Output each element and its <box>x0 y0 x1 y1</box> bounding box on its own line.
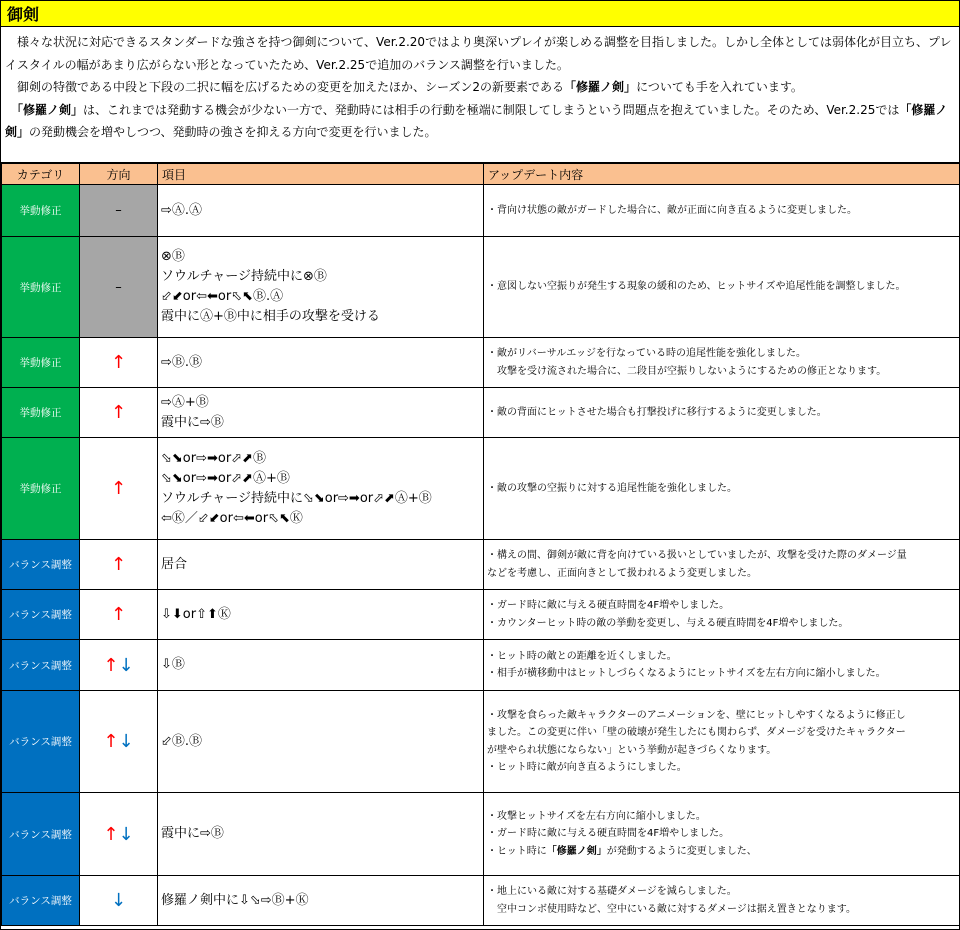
item-line: ⊗Ⓑ <box>161 249 185 264</box>
item-line: 霞中にⒶ+Ⓑ中に相手の攻撃を受ける <box>161 309 380 324</box>
item-line: 修羅ノ剣中に⇩⬂⇨Ⓑ+Ⓚ <box>161 892 309 908</box>
update-line: ・ヒット時の敵との距離を近くしました。 <box>487 650 677 662</box>
page-title-text: 御剣 <box>7 5 40 24</box>
item-line: ⇦Ⓚ／⬃⬋or⇦⬅or⬁⬉Ⓚ <box>161 510 303 526</box>
update-line: ました。この変更に伴い「壁の破壊が発生したにも関わらず、ダメージを受けたキャラクター <box>487 727 906 738</box>
update-line: ・相手が横移動中はヒットしづらくなるようにヒットサイズを左右方向に縮小しました。 <box>487 668 886 679</box>
down-arrow-icon: ↓ <box>118 823 134 845</box>
update-table <box>1 163 960 926</box>
update-cell <box>484 388 960 438</box>
intro-paragraph: 「修羅ノ剣」は、これまでは発動する機会が少ない一方で、発動時には相手の行動を極端に制限してしまうという問題点を抱えていました。そのため、Ver.2.25では「修羅ノ剣」の発動機会を増やしつつ、発動時の強さを抑える方向で変更を行いました。 <box>5 102 948 139</box>
item-line: ソウルチャージ持続中に⬂⬊or⇨➡or⬀⬈Ⓐ+Ⓑ <box>161 490 432 506</box>
header-direction: 方向 <box>80 164 158 185</box>
up-arrow-icon: ↑ <box>110 478 127 499</box>
down-arrow-icon: ↓ <box>118 731 134 752</box>
item-cell <box>158 640 484 691</box>
update-line: 攻撃を受け流された場合に、二段目が空振りしないようにするための修正となります。 <box>487 365 887 377</box>
update-line: が壁やられ状態にならない」という挙動が起きづらくなります。 <box>487 744 777 756</box>
item-line: ⇩Ⓑ <box>161 657 185 672</box>
category-cell: バランス調整 <box>2 540 80 590</box>
update-cell <box>484 640 960 691</box>
table-row <box>2 540 960 590</box>
header-item: 項目 <box>158 164 484 185</box>
direction-cell <box>80 540 158 590</box>
update-cell <box>484 185 960 237</box>
update-cell <box>484 237 960 338</box>
direction-cell <box>80 876 158 926</box>
up-arrow-icon: ↑ <box>110 352 127 373</box>
item-line: ⇨Ⓐ.Ⓐ <box>161 202 203 218</box>
no-direction-mark: – <box>115 203 122 218</box>
item-line: ⬃Ⓑ.Ⓑ <box>161 733 203 749</box>
update-line: ・敵の背面にヒットさせた場合も打撃投げに移行するように変更しました。 <box>487 406 827 418</box>
category-cell: バランス調整 <box>2 640 80 691</box>
up-arrow-icon: ↑ <box>103 731 119 752</box>
direction-cell <box>80 338 158 388</box>
category-cell: 挙動修正 <box>2 237 80 338</box>
up-arrow-icon: ↑ <box>103 654 119 676</box>
item-cell <box>158 237 484 338</box>
item-cell <box>158 438 484 540</box>
table-row <box>2 338 960 388</box>
up-arrow-icon: ↑ <box>110 604 127 625</box>
table-row <box>2 640 960 691</box>
category-cell: バランス調整 <box>2 876 80 926</box>
item-line: 居合 <box>161 556 188 572</box>
update-line: などを考慮し、正面向きとして扱われるよう変更しました。 <box>487 567 757 579</box>
table-row <box>2 876 960 926</box>
intro-text <box>1 27 959 163</box>
item-cell <box>158 876 484 926</box>
update-cell <box>484 793 960 876</box>
update-line: ・ガード時に敵に与える硬直時間を4F増やしました。 <box>487 600 730 611</box>
item-line: ⬂⬊or⇨➡or⬀⬈Ⓑ <box>161 450 266 466</box>
direction-cell <box>80 691 158 793</box>
intro-paragraph: 様々な状況に対応できるスタンダードな強さを持つ御剣について、Ver.2.20ではより奥深いプレイが楽しめる調整を目指しました。しかし全体としては弱体化が目立ち、プレイスタイルの幅があまり広がらない形となっていたため、Ver.2.25で追加のバランス調整を行いました。 <box>5 35 952 72</box>
update-cell <box>484 691 960 793</box>
down-arrow-icon: ↓ <box>118 654 134 676</box>
page-title <box>1 1 959 27</box>
direction-cell <box>80 640 158 691</box>
table-row <box>2 793 960 876</box>
update-line: ・意図しない空振りが発生する現象の緩和のため、ヒットサイズや追尾性能を調整しました。 <box>487 281 906 293</box>
item-line: ⇨Ⓐ+Ⓑ <box>161 394 209 410</box>
direction-cell <box>80 388 158 438</box>
update-line: ・ヒット時に敵が向き直るようにしました。 <box>487 762 687 773</box>
down-arrow-icon: ↓ <box>110 890 127 911</box>
update-cell <box>484 876 960 926</box>
item-line: ソウルチャージ持続中に⊗Ⓑ <box>161 269 327 284</box>
update-cell <box>484 338 960 388</box>
update-line: ・背向け状態の敵がガードした場合に、敵が正面に向き直るように変更しました。 <box>487 204 857 216</box>
direction-cell <box>80 237 158 338</box>
update-line: ・敵の攻撃の空振りに対する追尾性能を強化しました。 <box>487 482 737 494</box>
item-line: ⬃⬋or⇦⬅or⬁⬉Ⓑ.Ⓐ <box>161 289 284 304</box>
direction-cell <box>80 185 158 237</box>
table-row <box>2 590 960 640</box>
update-line: 空中コンボ使用時など、空中にいる敵に対するダメージは据え置きとなります。 <box>487 903 856 915</box>
category-cell: 挙動修正 <box>2 388 80 438</box>
up-arrow-icon: ↑ <box>110 554 127 575</box>
update-line: ・攻撃を食らった敵キャラクターのアニメーションを、壁にヒットしやすくなるように修正し <box>487 709 906 721</box>
update-line: ・ヒット時に「修羅ノ剣」が発動するように変更しました、 <box>487 845 757 857</box>
table-body <box>2 185 960 926</box>
item-cell <box>158 540 484 590</box>
table-row <box>2 388 960 438</box>
intro-paragraph: 御剣の特徴である中段と下段の二択に幅を広げるための変更を加えたほか、シーズン2の新要素である「修羅ノ剣」についても手を入れています。 <box>5 80 803 94</box>
update-line: ・敵がリバーサルエッジを行なっている時の追尾性能を強化しました。 <box>487 348 806 359</box>
update-cell <box>484 590 960 640</box>
table-row <box>2 237 960 338</box>
update-line: ・構えの間、御剣が敵に背を向けている扱いとしていましたが、攻撃を受けた際のダメージ量 <box>487 550 907 561</box>
item-cell <box>158 185 484 237</box>
update-cell <box>484 540 960 590</box>
direction-cell <box>80 793 158 876</box>
item-cell <box>158 338 484 388</box>
item-line: 霞中に⇨Ⓑ <box>161 414 224 430</box>
update-line: ・カウンターヒット時の敵の挙動を変更し、与える硬直時間を4F増やしました。 <box>487 617 849 629</box>
update-line: ・地上にいる敵に対する基礎ダメージを減らしました。 <box>487 886 737 897</box>
update-line: ・ガード時に敵に与える硬直時間を4F増やしました。 <box>487 828 730 840</box>
item-cell <box>158 590 484 640</box>
item-line: 霞中に⇨Ⓑ <box>161 826 224 841</box>
table-row <box>2 185 960 237</box>
item-line: ⇨Ⓑ.Ⓑ <box>161 354 203 370</box>
item-line: ⬂⬊or⇨➡or⬀⬈Ⓐ+Ⓑ <box>161 470 290 486</box>
category-cell: 挙動修正 <box>2 338 80 388</box>
update-cell <box>484 438 960 540</box>
category-cell: バランス調整 <box>2 691 80 793</box>
category-cell: 挙動修正 <box>2 185 80 237</box>
item-cell <box>158 793 484 876</box>
table-row <box>2 691 960 793</box>
direction-cell <box>80 438 158 540</box>
item-cell <box>158 388 484 438</box>
header-update: アップデート内容 <box>484 164 960 185</box>
update-line: ・攻撃ヒットサイズを左右方向に縮小しました。 <box>487 810 706 822</box>
direction-cell <box>80 590 158 640</box>
category-cell: バランス調整 <box>2 793 80 876</box>
category-cell: 挙動修正 <box>2 438 80 540</box>
up-arrow-icon: ↑ <box>110 402 127 423</box>
up-arrow-icon: ↑ <box>103 823 119 845</box>
no-direction-mark: – <box>115 279 122 295</box>
item-cell <box>158 691 484 793</box>
table-row <box>2 438 960 540</box>
table-header-row <box>2 164 960 185</box>
category-cell: バランス調整 <box>2 590 80 640</box>
item-line: ⇩⬇or⇧⬆Ⓚ <box>161 606 231 622</box>
header-category: カテゴリ <box>2 164 80 185</box>
